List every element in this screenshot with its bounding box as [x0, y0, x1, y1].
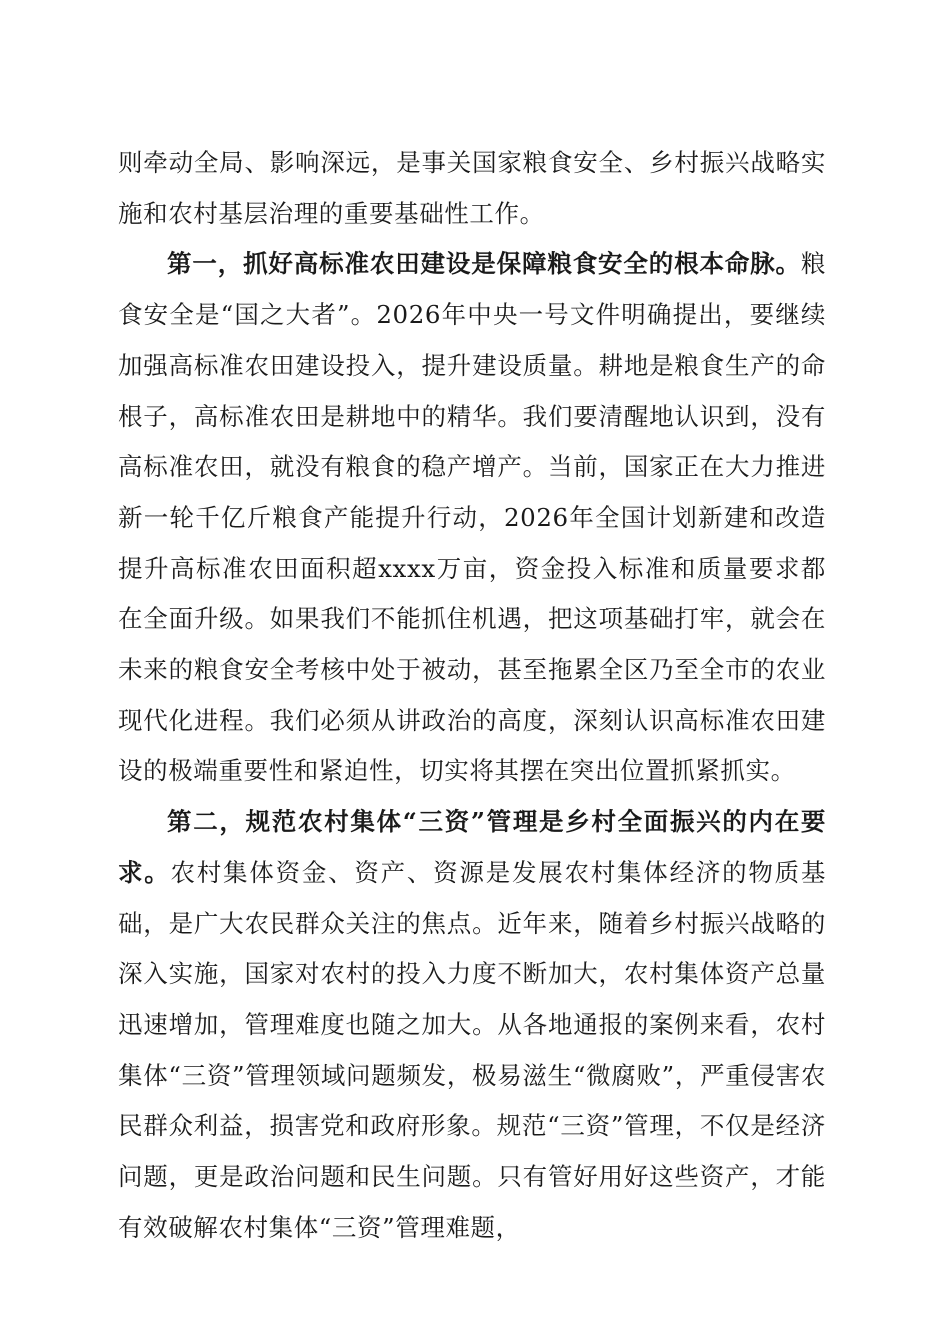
paragraph-continuation — [118, 138, 826, 239]
paragraph-text: 粮食安全是“国之大者”。2026年中央一号文件明确提出，要继续加强高标准农田建设投入，提升建设质量。耕地是粮食生产的命根子，高标准农田是耕地中的精华。我们要清醒地认识到，没有高标准农田，就没有粮食的稳产增产。当前，国家正在大力推进新一轮千亿斤粮食产能提升行动，2026年全国计划新建和改造提升高标准农田面积超xxxx万亩，资金投入标准和质量要求都在全面升级。如果我们不能抓住机遇，把这项基础打牢，就会在未来的粮食安全考核中处于被动，甚至拖累全区乃至全市的农业现代化进程。我们必须从讲政治的高度，深刻认识高标准农田建设的极端重要性和紧迫性，切实将其摆在突出位置抓紧抓实。 — [118, 249, 826, 786]
paragraph-lead-heading: 第一，抓好高标准农田建设是保障粮食安全的根本命脉。 — [167, 249, 801, 279]
paragraph-text: 农村集体资金、资产、资源是发展农村集体经济的物质基础，是广大农民群众关注的焦点。近年来，随着乡村振兴战略的深入实施，国家对农村的投入力度不断加大，农村集体资产总量迅速增加，管理难度也随之加大。从各地通报的案例来看，农村集体“三资”管理领域问题频发，极易滋生“微腐败”，严重侵害农民群众利益，损害党和政府形象。规范“三资”管理，不仅是经济问题，更是政治问题和民生问题。只有管好用好这些资产，才能有效破解农村集体“三资”管理难题， — [118, 857, 826, 1242]
paragraph-lead-heading: 第二，规范农村集体“三资”管理是乡村全面振兴的内在要求。 — [118, 807, 826, 887]
paragraph-text: 则牵动全局、影响深远，是事关国家粮食安全、乡村振兴战略实施和农村基层治理的重要基础性工作。 — [118, 148, 826, 228]
paragraph-first-point — [118, 239, 826, 797]
body-text — [118, 138, 826, 1253]
paragraph-second-point — [118, 797, 826, 1253]
